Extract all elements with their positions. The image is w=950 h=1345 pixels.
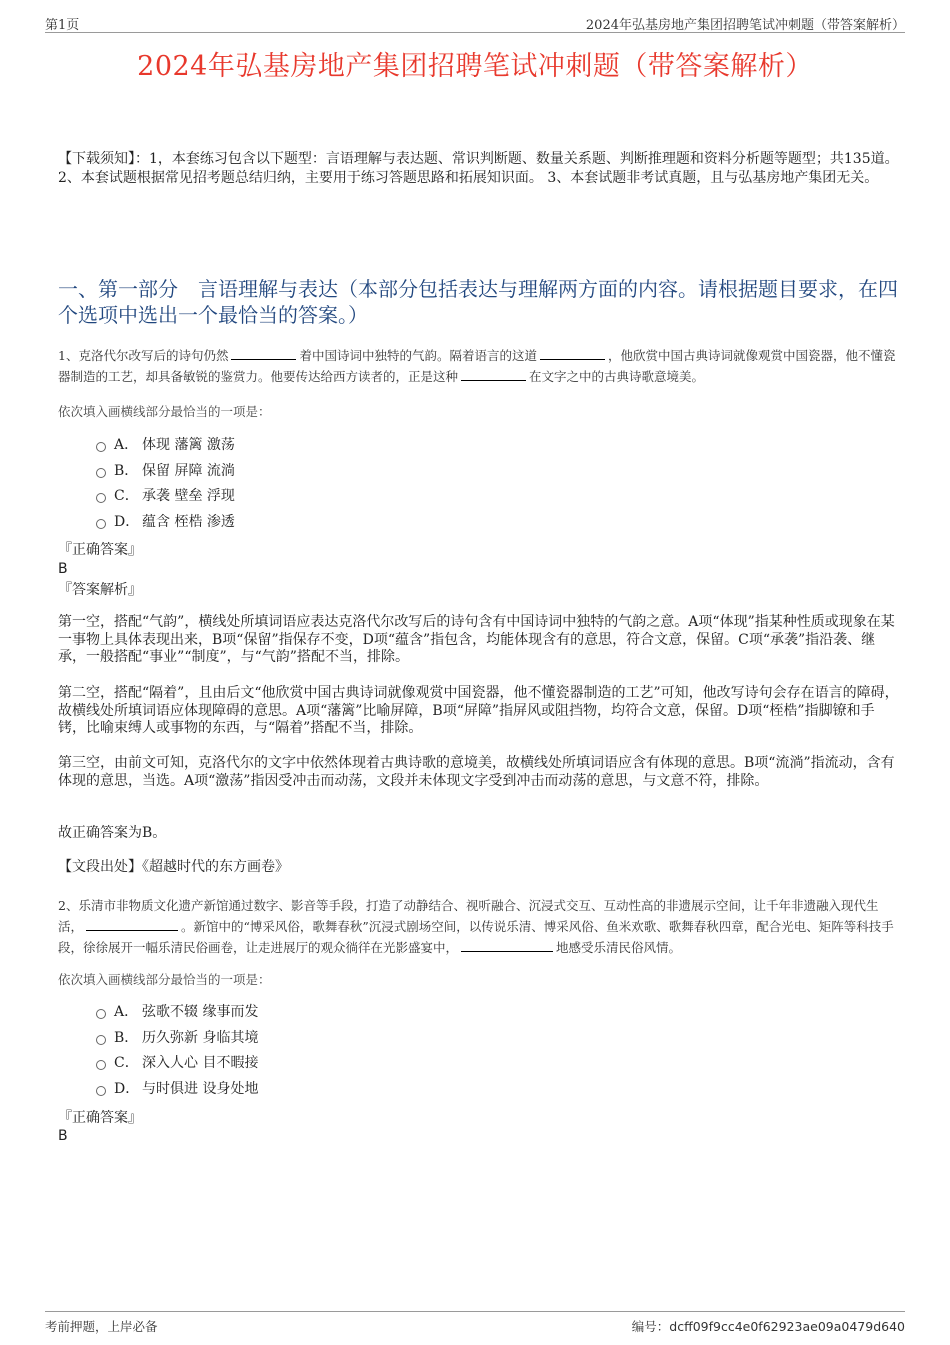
footer-slogan: 考前押题，上岸必备 xyxy=(45,1319,158,1334)
radio-icon[interactable] xyxy=(96,468,106,478)
radio-icon[interactable] xyxy=(96,1009,106,1019)
option-c[interactable]: C． 承袭 壁垒 浮现 xyxy=(96,484,235,510)
option-b[interactable]: B． 保留 屏障 流淌 xyxy=(96,459,235,485)
radio-icon[interactable] xyxy=(96,1035,106,1045)
question-2-text: 2、乐清市非物质文化遗产新馆通过数字、影音等手段，打造了动静结合、视听融合、沉浸式交互、互动性高的非遗展示空间，让千年非遗融入现代生活， 。新馆中的“博采风俗，歌舞春秋”沉浸式剧场空间，以传说乐清、博采风俗、鱼米欢歌、歌舞春秋四章，配合光电、矩阵等科技手段，徐徐展开一幅乐清民俗画卷，让走进展厅的观众徜徉在光影盛宴中， 地感受乐清民俗风情。 xyxy=(58,898,894,955)
question-2-options xyxy=(96,1000,258,1102)
option-d[interactable]: D． 蕴含 桎梏 渗透 xyxy=(96,510,235,536)
fill-blank xyxy=(461,367,526,381)
analysis-paragraph-3: 第三空，由前文可知，克洛代尔的文字中依然体现着古典诗歌的意境美，故横线处所填词语应含有体现的意思。B项“流淌”指流动，含有体现的意思，当选。A项“激荡”指因受冲击而动荡，文段并未体现文字受到冲击而动荡的意思，与文意不符，排除。 xyxy=(58,755,895,789)
radio-icon[interactable] xyxy=(96,442,106,452)
analysis-paragraph-1: 第一空，搭配“气韵”，横线处所填词语应表达克洛代尔改写后的诗句含有中国诗词中独特的气韵之意。A项“体现”指某种性质或现象在某一事物上具体表现出来，B项“保留”指保存不变，D项“蕴含”指包含，均能体现含有的意思，符合文意，保留。C项“承袭”指沿袭、继承，一般搭配“事业”“制度”，与“气韵”搭配不当，排除。 xyxy=(58,614,895,665)
analysis-paragraph-2: 第二空，搭配“隔着”，且由后文“他欣赏中国古典诗词就像观赏中国瓷器，他不懂瓷器制造的工艺”可知，他改写诗句会存在语言的障碍，故横线处所填词语应体现障碍的意思。A项“藩篱”比喻屏障，B项“屏障”指屏风或阻挡物，均符合文意，保留。D项“桎梏”指脚镣和手铐，比喻束缚人或事物的东西，与“隔着”搭配不当，排除。 xyxy=(58,685,899,736)
radio-icon[interactable] xyxy=(96,1086,106,1096)
radio-icon[interactable] xyxy=(96,493,106,503)
option-a[interactable]: A． 弦歌不辍 缘事而发 xyxy=(96,1000,258,1026)
correct-answer: B xyxy=(58,1128,68,1144)
option-a[interactable]: A． 体现 藩篱 激荡 xyxy=(96,433,235,459)
page-title: 2024年弘基房地产集团招聘笔试冲刺题（带答案解析） xyxy=(137,51,813,82)
page-header xyxy=(45,14,905,33)
correct-answer-label: 『正确答案』 xyxy=(58,1110,142,1126)
page-footer xyxy=(45,1311,905,1336)
header-doc-title: 2024年弘基房地产集团招聘笔试冲刺题（带答案解析） xyxy=(585,18,905,33)
passage-source: 【文段出处】《超越时代的东方画卷》 xyxy=(58,859,289,875)
correct-answer-label: 『正确答案』 xyxy=(58,542,142,558)
fill-blank xyxy=(540,346,605,360)
fill-blank xyxy=(86,917,178,931)
analysis-conclusion: 故正确答案为B。 xyxy=(58,825,167,841)
section-heading: 一、第一部分 言语理解与表达（本部分包括表达与理解两方面的内容。请根据题目要求，在四个选项中选出一个最恰当的答案。） xyxy=(58,277,898,327)
question-1-instruction: 依次填入画横线部分最恰当的一项是： xyxy=(58,404,271,419)
radio-icon[interactable] xyxy=(96,519,106,529)
analysis-label: 『答案解析』 xyxy=(58,582,142,598)
question-1-text: 1、克洛代尔改写后的诗句仍然 着中国诗词中独特的气韵。隔着语言的这道 ，他欣赏中国古典诗词就像观赏中国瓷器，他不懂瓷器制造的工艺，却具备敏锐的鉴赏力。他要传达给西方读者的，正是这种 在文字之中的古典诗歌意境美。 xyxy=(58,348,896,384)
radio-icon[interactable] xyxy=(96,1060,106,1070)
option-d[interactable]: D． 与时俱进 设身处地 xyxy=(96,1077,258,1103)
page-number: 第1页 xyxy=(45,18,80,33)
option-c[interactable]: C． 深入人心 目不暇接 xyxy=(96,1051,258,1077)
download-notice: 【下载须知】：1，本套练习包含以下题型：言语理解与表达题、常识判断题、数量关系题、判断推理题和资料分析题等题型；共135道。 2、本套试题根据常见招考题总结归纳，主要用于练习答题思路和拓展知识面。 3、本套试题非考试真题，且与弘基房地产集团无关。 xyxy=(58,151,899,186)
question-2-instruction: 依次填入画横线部分最恰当的一项是： xyxy=(58,972,271,987)
fill-blank xyxy=(231,346,296,360)
correct-answer: B xyxy=(58,561,68,577)
question-1-options xyxy=(96,433,235,535)
option-b[interactable]: B． 历久弥新 身临其境 xyxy=(96,1026,258,1052)
fill-blank xyxy=(461,938,553,952)
document-code: 编号：dcff09f9cc4e0f62923ae09a0479d640 xyxy=(631,1319,905,1334)
